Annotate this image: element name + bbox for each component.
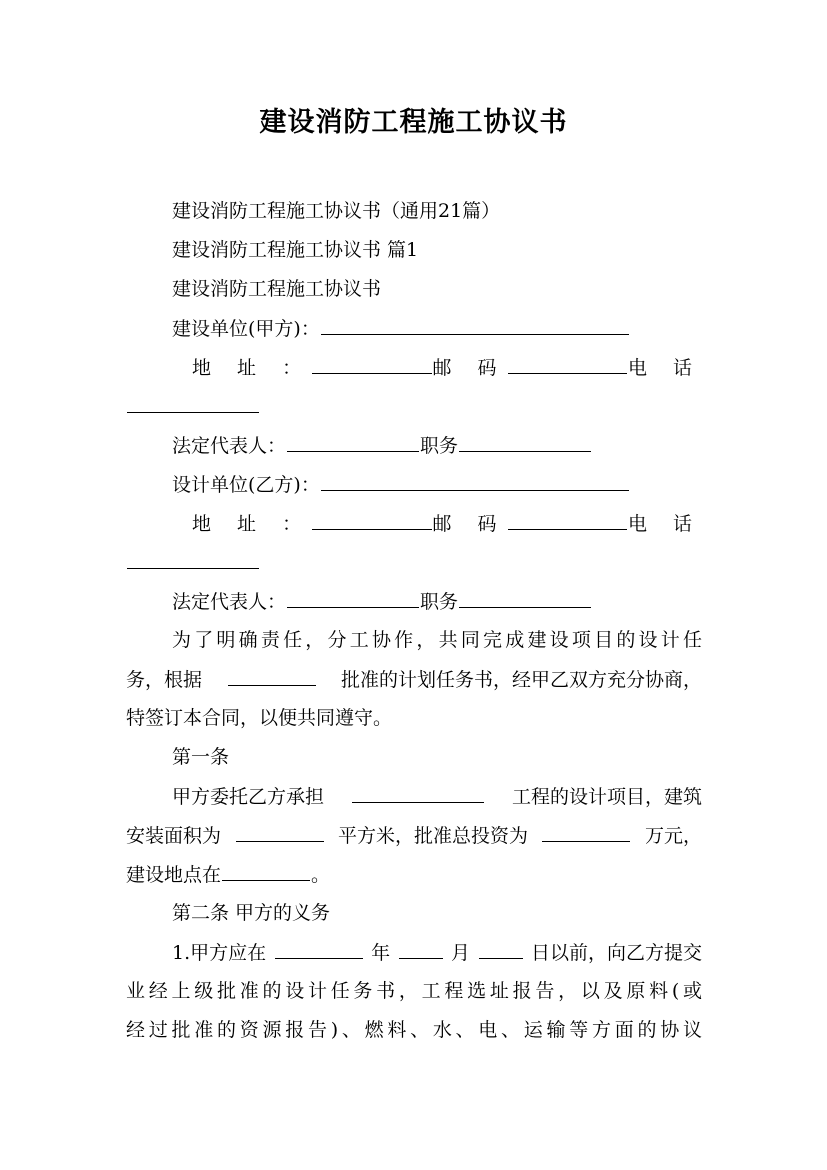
article-2-line-3: 经过批准的资源报告)、燃料、水、电、运输等方面的协议 — [126, 1019, 702, 1041]
address-blank — [312, 354, 431, 374]
article-1-heading: 第一条 — [172, 746, 230, 768]
postcode-label: 邮 码 — [432, 357, 507, 379]
address-label: 地 址 ： — [192, 357, 312, 379]
art1-a-part1: 甲方委托乙方承担 — [172, 786, 325, 808]
paragraph-1-line-3: 特签订本合同，以便共同遵守。 — [126, 707, 393, 729]
legal-rep-label-b: 法定代表人： — [172, 591, 287, 613]
art1-b-part1: 安装面积为 — [126, 825, 222, 847]
paragraph-1-line-2 — [126, 666, 702, 693]
article-2-heading: 第二条 甲方的义务 — [172, 902, 331, 924]
doc-heading: 建设消防工程施工协议书 — [172, 278, 382, 300]
party-a-rep-line — [172, 432, 592, 459]
legal-rep-blank — [287, 432, 419, 452]
art2-a-part4: 日以前，向乙方提交 — [530, 942, 702, 964]
art2-a-part3: 月 — [451, 942, 471, 964]
paragraph-1-line-1: 为了明确责任，分工协作，共同完成建设项目的设计任 — [172, 629, 702, 651]
article-2-line-1 — [172, 939, 702, 966]
day-blank — [479, 939, 523, 959]
article-2-line-2: 业经上级批准的设计任务书，工程选址报告，以及原料(或 — [126, 980, 702, 1002]
party-a-label: 建设单位(甲方)： — [172, 318, 320, 340]
art2-a-part2: 年 — [371, 942, 391, 964]
party-b-rep-line — [172, 588, 592, 615]
art1-b-part2: 平方米，批准总投资为 — [337, 825, 528, 847]
legal-rep-blank-b — [287, 588, 419, 608]
document-title: 建设消防工程施工协议书 — [259, 107, 568, 138]
legal-rep-label: 法定代表人： — [172, 435, 287, 457]
phone-label: 电 话 — [627, 357, 702, 379]
phone-blank-line — [126, 393, 260, 420]
p1-b-part2: 批准的计划任务书，经甲乙双方充分协商， — [340, 669, 702, 691]
phone-blank-line-b — [126, 549, 260, 576]
article-1-line-3 — [126, 861, 330, 888]
party-b-line — [172, 471, 630, 498]
address-label-b: 地 址 ： — [192, 513, 312, 535]
section-heading: 建设消防工程施工协议书 篇1 — [172, 239, 419, 261]
subtitle-line: 建设消防工程施工协议书（通用21篇） — [172, 200, 501, 222]
location-blank — [222, 861, 310, 881]
art1-b-part3: 万元， — [644, 825, 702, 847]
party-a-blank — [321, 315, 629, 335]
phone-label-b: 电 话 — [627, 513, 702, 535]
phone-blank-b — [127, 549, 259, 569]
art1-a-part2: 工程的设计项目，建筑 — [511, 786, 702, 808]
month-blank — [399, 939, 443, 959]
article-1-line-2 — [126, 822, 702, 849]
party-a-contact-line — [192, 354, 702, 381]
postcode-label-b: 邮 码 — [432, 513, 507, 535]
art1-c-part2: 。 — [311, 864, 331, 886]
investment-blank — [542, 822, 630, 842]
party-b-label: 设计单位(乙方)： — [172, 474, 320, 496]
art2-a-part1: 1.甲方应在 — [172, 942, 267, 964]
art1-c-part1: 建设地点在 — [126, 864, 222, 886]
area-blank — [236, 822, 324, 842]
project-name-blank — [352, 783, 484, 803]
party-a-line — [172, 315, 630, 342]
position-label: 职务 — [420, 435, 459, 457]
position-label-b: 职务 — [420, 591, 459, 613]
position-blank-b — [459, 588, 591, 608]
postcode-blank-b — [508, 510, 627, 530]
year-blank — [275, 939, 363, 959]
phone-blank — [127, 393, 259, 413]
article-1-line-1 — [172, 783, 702, 810]
postcode-blank — [508, 354, 627, 374]
party-b-blank — [321, 471, 629, 491]
position-blank — [459, 432, 591, 452]
party-b-contact-line — [192, 510, 702, 537]
p1-b-part1: 务，根据 — [126, 669, 203, 691]
address-blank-b — [312, 510, 431, 530]
approval-authority-blank — [228, 666, 316, 686]
